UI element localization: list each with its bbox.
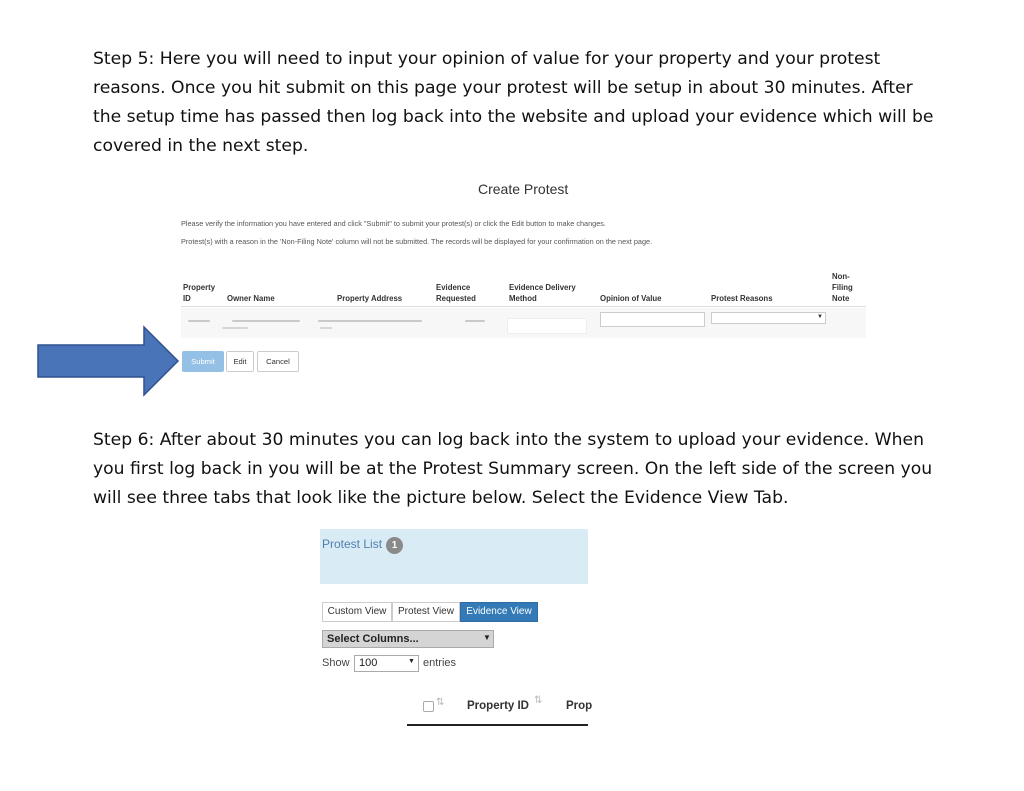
verify-note: Please verify the information you have entered and click "Submit" to submit your protest(s) or click the Edit button to make changes. [181,219,606,228]
protest-reasons-select[interactable] [711,312,826,324]
sort-icon[interactable]: ⇅ [534,695,543,706]
evidence-delivery-field[interactable] [507,318,587,334]
chevron-down-icon: ▼ [817,314,823,320]
col-protest-reasons[interactable]: Protest Reasons [711,294,773,303]
sort-icon[interactable]: ⇅ [436,697,445,708]
blue-arrow-icon [37,326,180,396]
opinion-of-value-input[interactable] [600,312,705,327]
col-non-filing-note[interactable]: Non-Filing Note [832,272,853,303]
col-opinion-of-value[interactable]: Opinion of Value [600,294,662,303]
col-property-address[interactable]: Property Address [337,294,403,303]
table-header-rule [407,724,588,726]
show-label: Show [322,657,350,669]
step5-paragraph: Step 5: Here you will need to input your opinion of value for your property and your protest reasons. Once you hit submit on this page your protest will be setup in about 30 minutes. After the setup time has passed then log back into the website and upload your evidence which will be covered in the next step. [93,49,934,156]
select-all-checkbox[interactable] [423,701,434,712]
tab-custom-view[interactable]: Custom View [322,602,392,622]
col-evidence-delivery[interactable]: Evidence Delivery Method [509,283,576,303]
col-owner-name[interactable]: Owner Name [227,294,275,303]
submit-button[interactable]: Submit [182,351,224,372]
cancel-button[interactable]: Cancel [257,351,299,372]
tab-protest-view[interactable]: Protest View [392,602,460,622]
col-evidence-requested[interactable]: Evidence Requested [436,283,476,303]
select-columns-dropdown[interactable]: Select Columns... [322,630,494,648]
entries-per-page-select[interactable]: 100 [354,655,419,672]
chevron-down-icon: ▼ [483,633,491,642]
tab-evidence-view[interactable]: Evidence View [460,602,538,622]
protest-count-badge: 1 [386,537,403,554]
col-property-id[interactable]: Property ID [183,283,216,303]
header-property-id[interactable]: Property ID [467,700,529,712]
step6-paragraph: Step 6: After about 30 minutes you can log back into the system to upload your evidence. When you first log back in you will be at the Protest Summary screen. On the left side of the screen you will see three tabs that look like the picture below. Select the Evidence View Tab. [93,430,933,508]
table-header-rule [181,306,866,307]
edit-button[interactable]: Edit [226,351,254,372]
chevron-down-icon: ▼ [408,658,415,665]
header-partial[interactable]: Prop [566,700,593,712]
protest-list-title: Protest List [322,537,383,551]
non-filing-note-info: Protest(s) with a reason in the 'Non-Filing Note' column will not be submitted. The records will be displayed for your confirmation on the next page. [181,237,653,246]
create-protest-title: Create Protest [478,181,569,197]
entries-label: entries [423,657,457,669]
